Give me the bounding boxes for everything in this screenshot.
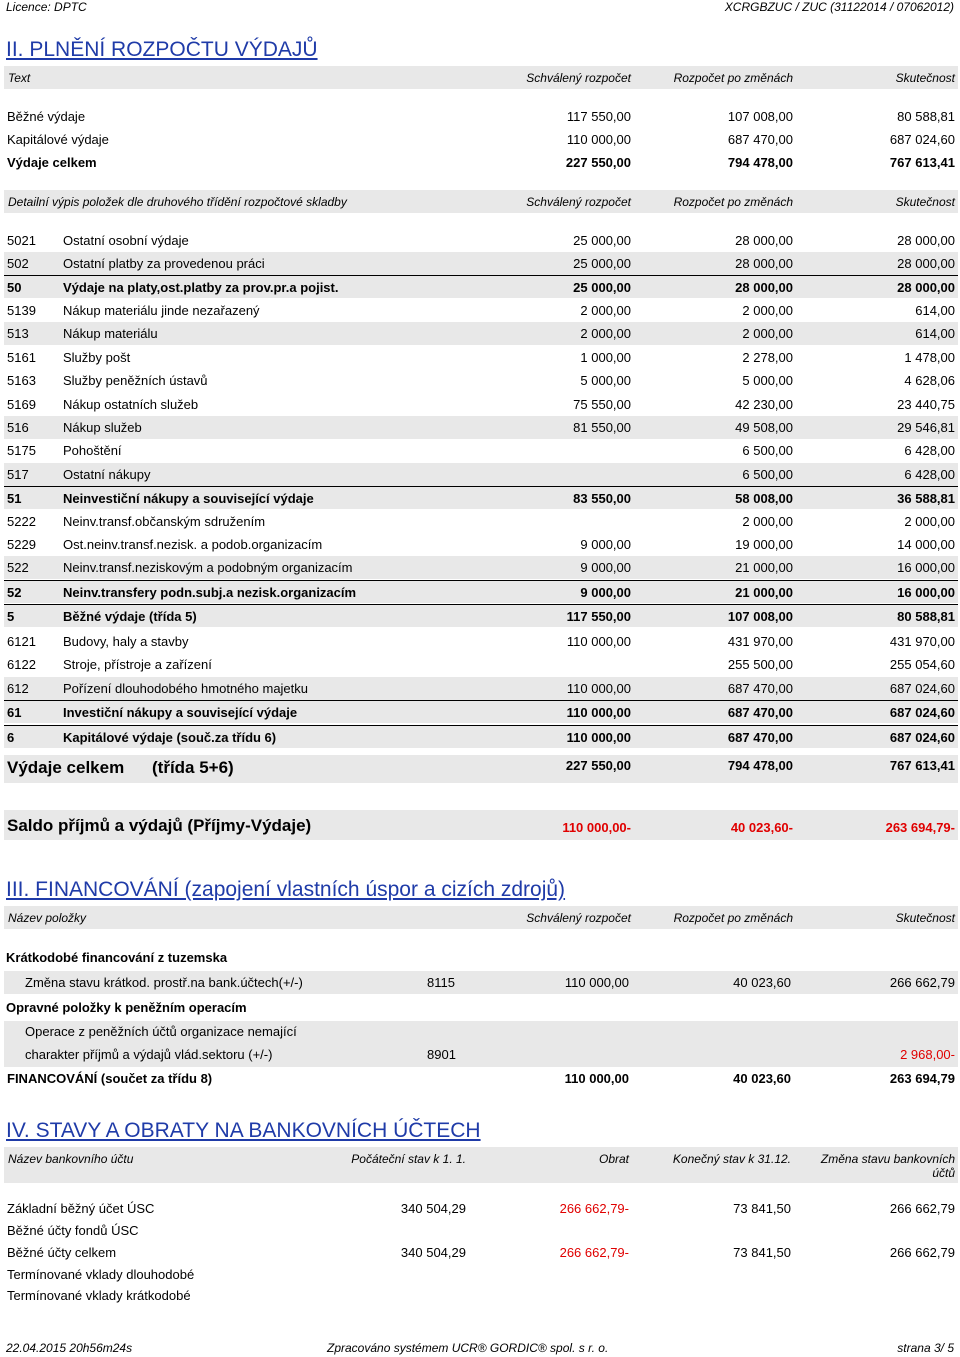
row-code: 522	[7, 560, 29, 575]
row-code: 6	[7, 730, 15, 745]
col-approved: Schválený rozpočet	[526, 71, 631, 85]
bank-row	[4, 1197, 958, 1220]
col-end: Konečný stav k 31.12.	[672, 1152, 791, 1166]
row-label: FINANCOVÁNÍ (součet za třídu 8)	[7, 1071, 213, 1086]
value-actual: 6 428,00	[904, 467, 955, 482]
value-approved: 110 000,00	[566, 681, 631, 696]
value-modified: 58 008,00	[735, 491, 793, 506]
row-code: 6121	[7, 634, 36, 649]
row-label-line2: charakter příjmů a výdajů vlád.sektoru (+/-)	[25, 1047, 273, 1062]
account-name: Termínované vklady krátkodobé	[7, 1288, 191, 1303]
value-actual: 255 054,60	[889, 657, 955, 672]
row-code: 5161	[7, 350, 36, 365]
value-approved: 25 000,00	[573, 256, 631, 271]
detail-row	[4, 604, 958, 627]
value-actual: 687 024,60	[889, 132, 955, 147]
footer-system: Zpracováno systémem UCR® GORDIC® spol. s r. o.	[327, 1341, 609, 1355]
value-actual: 2 000,00	[904, 514, 955, 529]
detail-row	[4, 322, 958, 345]
row-label: Pohoštění	[63, 443, 122, 458]
detail-row	[4, 275, 958, 298]
col-account-name: Název bankovního účtu	[8, 1152, 134, 1166]
detail-row	[4, 630, 958, 653]
value-modified: 19 000,00	[735, 537, 793, 552]
value-actual: 614,00	[915, 326, 955, 341]
value-actual: 80 588,81	[897, 109, 955, 124]
value-actual: 16 000,00	[897, 560, 955, 575]
bank-row	[4, 1263, 958, 1286]
value-approved: 117 550,00	[566, 609, 631, 624]
row-code: 51	[7, 491, 22, 506]
page-header	[6, 0, 954, 14]
value-approved: 9 000,00	[580, 585, 631, 600]
section-2-title: II. PLNĚNÍ ROZPOČTU VÝDAJŮ	[6, 38, 318, 61]
balance-change: 266 662,79	[889, 1245, 955, 1260]
correction-heading: Opravné položky k peněžním operacím	[6, 1000, 247, 1015]
summary-row	[4, 105, 958, 128]
account-name: Běžné účty celkem	[7, 1245, 117, 1260]
detail-header	[4, 190, 958, 213]
value-approved: 110 000,00	[566, 705, 631, 720]
document-code: XCRGBZUC / ZUC (31122014 / 07062012)	[724, 0, 954, 14]
saldo-approved: 110 000,00-	[562, 820, 631, 835]
footer-page: strana 3/ 5	[897, 1341, 954, 1355]
value-modified: 431 970,00	[727, 634, 793, 649]
value-modified: 21 000,00	[735, 585, 793, 600]
value-actual: 2 968,00-	[900, 1047, 955, 1062]
value-actual: 28 000,00	[897, 233, 955, 248]
bank-row	[4, 1284, 958, 1307]
row-code: 5169	[7, 397, 36, 412]
value-actual: 80 588,81	[897, 609, 955, 624]
value-approved: 110 000,00	[566, 730, 631, 745]
row-code: 5021	[7, 233, 36, 248]
row-code: 61	[7, 705, 22, 720]
value-modified: 28 000,00	[735, 256, 793, 271]
value-modified: 255 500,00	[727, 657, 793, 672]
summary-row	[4, 128, 958, 151]
end-balance: 73 841,50	[733, 1201, 791, 1216]
detail-row	[4, 700, 958, 723]
value-approved: 117 550,00	[566, 109, 631, 124]
balance-change: 266 662,79	[889, 1201, 955, 1216]
value-actual: 23 440,75	[897, 397, 955, 412]
row-label: Výdaje na platy,ost.platby za prov.pr.a pojist.	[63, 280, 339, 295]
value-approved: 25 000,00	[573, 233, 631, 248]
bank-row	[4, 1219, 958, 1242]
value-modified: 2 278,00	[742, 350, 793, 365]
value-modified: 40 023,60	[733, 1071, 791, 1086]
row-code: 513	[7, 326, 29, 341]
value-approved: 81 550,00	[573, 420, 631, 435]
saldo-row	[4, 810, 958, 840]
row-code: 6122	[7, 657, 36, 672]
detail-row	[4, 369, 958, 392]
account-name: Základní běžný účet ÚSC	[7, 1201, 155, 1216]
detail-row	[4, 510, 958, 533]
value-actual: 767 613,41	[889, 758, 955, 773]
value-actual: 16 000,00	[897, 585, 955, 600]
detail-row	[4, 653, 958, 676]
value-modified: 794 478,00	[727, 155, 793, 170]
total-row	[4, 755, 958, 783]
row-code: 5222	[7, 514, 36, 529]
value-approved: 2 000,00	[580, 326, 631, 341]
row-label: Stroje, přístroje a zařízení	[63, 657, 212, 672]
value-approved: 227 550,00	[565, 758, 631, 773]
col-actual: Skutečnost	[895, 911, 955, 925]
value-actual: 263 694,79	[889, 1071, 955, 1086]
row-label: Neinv.transf.občanským sdružením	[63, 514, 266, 529]
detail-row	[4, 556, 958, 579]
row-label: Ostatní osobní výdaje	[63, 233, 189, 248]
detail-row	[4, 393, 958, 416]
row-code: 8901	[427, 1047, 456, 1062]
value-approved: 1 000,00	[580, 350, 631, 365]
value-modified: 6 500,00	[742, 443, 793, 458]
value-approved: 75 550,00	[573, 397, 631, 412]
row-label: Ostatní platby za provedenou práci	[63, 256, 265, 271]
start-balance: 340 504,29	[400, 1201, 466, 1216]
value-approved: 110 000,00	[566, 634, 631, 649]
row-label: Budovy, haly a stavby	[63, 634, 189, 649]
row-label: Neinvestiční nákupy a související výdaje	[63, 491, 314, 506]
value-approved: 83 550,00	[573, 491, 631, 506]
col-modified: Rozpočet po změnách	[673, 195, 793, 209]
row-code: 612	[7, 681, 29, 696]
value-approved: 2 000,00	[580, 303, 631, 318]
row-label: Kapitálové výdaje (souč.za třídu 6)	[63, 730, 277, 745]
detail-row	[4, 677, 958, 700]
start-balance: 340 504,29	[400, 1245, 466, 1260]
total-sub: (třída 5+6)	[152, 758, 234, 777]
value-approved: 110 000,00	[564, 1071, 629, 1086]
value-modified: 687 470,00	[727, 681, 793, 696]
row-label: Změna stavu krátkod. prostř.na bank.účtech(+/-)	[25, 975, 303, 990]
col-change-2: účtů	[932, 1166, 955, 1180]
value-actual: 4 628,06	[904, 373, 955, 388]
value-modified: 2 000,00	[742, 514, 793, 529]
row-label: Nákup materiálu jinde nezařazený	[63, 303, 260, 318]
detail-row	[4, 463, 958, 486]
value-approved: 25 000,00	[573, 280, 631, 295]
col-name: Název položky	[8, 911, 87, 925]
account-name: Termínované vklady dlouhodobé	[7, 1267, 195, 1282]
detail-row	[4, 533, 958, 556]
value-approved: 110 000,00	[566, 132, 631, 147]
detail-row	[4, 439, 958, 462]
value-modified: 2 000,00	[742, 326, 793, 341]
row-code: 50	[7, 280, 22, 295]
detail-row	[4, 299, 958, 322]
value-actual: 687 024,60	[889, 681, 955, 696]
value-actual: 431 970,00	[889, 634, 955, 649]
row-label: Neinv.transfery podn.subj.a nezisk.organizacím	[63, 585, 357, 600]
row-label: Neinv.transf.neziskovým a podobným organizacím	[63, 560, 353, 575]
value-actual: 36 588,81	[897, 491, 955, 506]
summary-header	[4, 66, 958, 89]
value-actual: 266 662,79	[889, 975, 955, 990]
financing-header	[4, 906, 958, 929]
value-modified: 5 000,00	[742, 373, 793, 388]
row-code: 516	[7, 420, 29, 435]
detail-header-label: Detailní výpis položek dle druhového třídění rozpočtové skladby	[8, 195, 347, 209]
value-actual: 687 024,60	[889, 730, 955, 745]
value-modified: 6 500,00	[742, 467, 793, 482]
row-code: 502	[7, 256, 29, 271]
col-actual: Skutečnost	[895, 195, 955, 209]
col-modified: Rozpočet po změnách	[673, 911, 793, 925]
detail-row	[4, 725, 958, 748]
value-modified: 107 008,00	[727, 109, 793, 124]
footer-date: 22.04.2015 20h56m24s	[6, 1341, 133, 1355]
value-modified: 794 478,00	[727, 758, 793, 773]
saldo-label: Saldo příjmů a výdajů (Příjmy-Výdaje)	[7, 816, 312, 835]
licence: Licence: DPTC	[6, 0, 87, 14]
value-modified: 42 230,00	[735, 397, 793, 412]
row-label-line1: Operace z peněžních účtů organizace nemající	[25, 1024, 297, 1039]
detail-row	[4, 486, 958, 509]
value-actual: 28 000,00	[897, 256, 955, 271]
row-label: Ostatní nákupy	[63, 467, 151, 482]
row-label: Běžné výdaje (třída 5)	[63, 609, 197, 624]
value-modified: 28 000,00	[735, 280, 793, 295]
row-label: Služby peněžních ústavů	[63, 373, 208, 388]
value-approved: 9 000,00	[580, 537, 631, 552]
col-approved: Schválený rozpočet	[526, 911, 631, 925]
value-actual: 1 478,00	[904, 350, 955, 365]
col-turnover: Obrat	[598, 1152, 629, 1166]
row-label: Kapitálové výdaje	[7, 132, 109, 147]
col-change: Změna stavu bankovních	[820, 1152, 955, 1166]
end-balance: 73 841,50	[733, 1245, 791, 1260]
row-label: Služby pošt	[63, 350, 131, 365]
row-label: Pořízení dlouhodobého hmotného majetku	[63, 681, 309, 696]
value-modified: 107 008,00	[727, 609, 793, 624]
value-actual: 6 428,00	[904, 443, 955, 458]
row-code: 5163	[7, 373, 36, 388]
page-footer	[6, 1341, 954, 1355]
value-modified: 21 000,00	[735, 560, 793, 575]
value-modified: 28 000,00	[735, 233, 793, 248]
detail-row	[4, 346, 958, 369]
row-code: 5229	[7, 537, 36, 552]
value-approved: 9 000,00	[580, 560, 631, 575]
col-start: Počáteční stav k 1. 1.	[351, 1152, 466, 1166]
row-code: 5139	[7, 303, 36, 318]
row-label: Ost.neinv.transf.nezisk. a podob.organizacím	[63, 537, 323, 552]
value-actual: 29 546,81	[897, 420, 955, 435]
value-modified: 40 023,60	[733, 975, 791, 990]
value-approved: 227 550,00	[565, 155, 631, 170]
detail-row	[4, 229, 958, 252]
detail-row	[4, 416, 958, 439]
value-modified: 687 470,00	[727, 132, 793, 147]
saldo-modified: 40 023,60-	[730, 820, 793, 835]
detail-row	[4, 252, 958, 275]
value-actual: 614,00	[915, 303, 955, 318]
value-approved: 110 000,00	[564, 975, 629, 990]
section-4-title: IV. STAVY A OBRATY NA BANKOVNÍCH ÚČTECH	[6, 1119, 481, 1142]
row-code: 52	[7, 585, 22, 600]
row-code: 8115	[427, 975, 455, 990]
value-modified: 687 470,00	[727, 705, 793, 720]
row-label: Investiční nákupy a související výdaje	[63, 705, 298, 720]
value-modified: 2 000,00	[742, 303, 793, 318]
row-label: Nákup ostatních služeb	[63, 397, 199, 412]
row-code: 5175	[7, 443, 36, 458]
detail-row	[4, 580, 958, 603]
row-label: Výdaje celkem	[7, 155, 97, 170]
financing-total-row	[4, 1067, 958, 1090]
turnover: 266 662,79-	[559, 1201, 629, 1216]
col-approved: Schválený rozpočet	[526, 195, 631, 209]
saldo-actual: 263 694,79-	[885, 820, 955, 835]
bank-row	[4, 1241, 958, 1264]
section-3-title: III. FINANCOVÁNÍ (zapojení vlastních úspor a cizích zdrojů)	[6, 878, 566, 901]
value-actual: 14 000,00	[897, 537, 955, 552]
correction-row	[4, 1021, 958, 1067]
row-label: Nákup materiálu	[63, 326, 158, 341]
row-label: Nákup služeb	[63, 420, 142, 435]
account-name: Běžné účty fondů ÚSC	[7, 1223, 139, 1238]
row-code: 5	[7, 609, 15, 624]
turnover: 266 662,79-	[559, 1245, 629, 1260]
col-modified: Rozpočet po změnách	[673, 71, 793, 85]
col-text: Text	[8, 71, 31, 85]
bank-header	[4, 1147, 958, 1183]
financing-row	[4, 971, 958, 994]
value-actual: 767 613,41	[889, 155, 955, 170]
short-financing-heading: Krátkodobé financování z tuzemska	[6, 950, 228, 965]
col-actual: Skutečnost	[895, 71, 955, 85]
value-approved: 5 000,00	[580, 373, 631, 388]
row-label: Běžné výdaje	[7, 109, 86, 124]
value-modified: 49 508,00	[735, 420, 793, 435]
summary-row-total	[4, 151, 958, 174]
value-actual: 687 024,60	[889, 705, 955, 720]
row-code: 517	[7, 467, 29, 482]
value-modified: 687 470,00	[727, 730, 793, 745]
value-actual: 28 000,00	[897, 280, 955, 295]
total-label: Výdaje celkem	[7, 758, 125, 777]
